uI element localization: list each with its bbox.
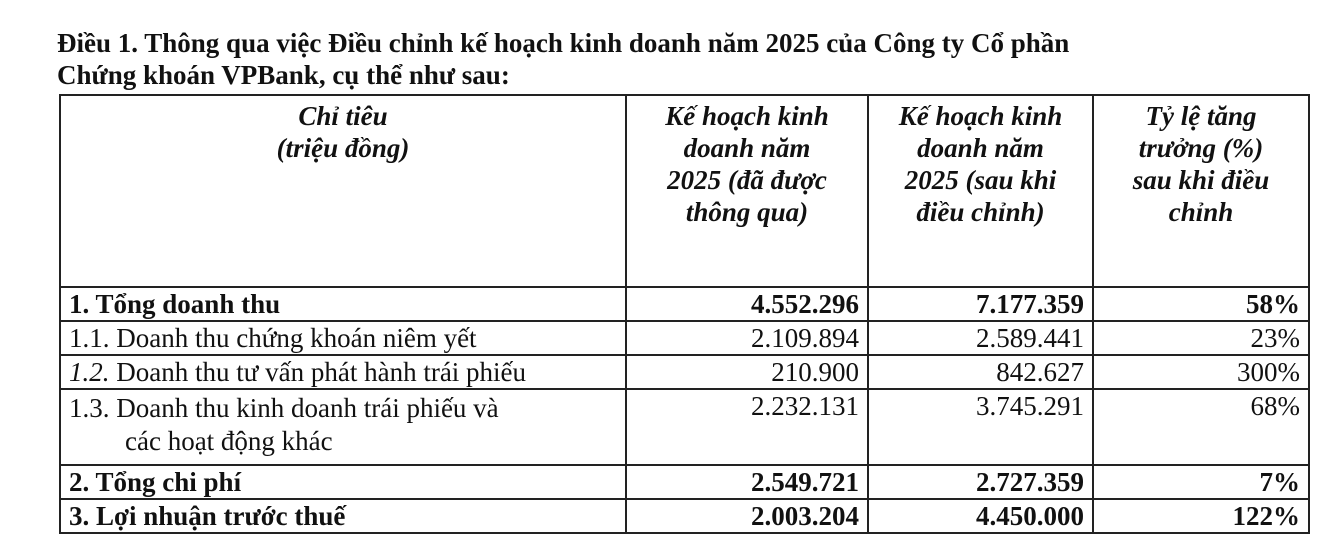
- row-label-line-1: 1.3. Doanh thu kinh doanh trái phiếu và: [69, 393, 499, 423]
- approved-value: 2.109.894: [626, 321, 868, 355]
- approved-value: 2.549.721: [626, 465, 868, 499]
- row-label: 3. Lợi nhuận trước thuế: [60, 499, 626, 533]
- table-row: [60, 321, 1309, 355]
- table-row: [60, 355, 1309, 389]
- table-row: [60, 465, 1309, 499]
- header-approved-plan: Kế hoạch kinh doanh năm 2025 (đã được thông qua): [626, 95, 868, 287]
- approved-value: 2.232.131: [626, 389, 868, 465]
- row-text: Doanh thu tư vấn phát hành trái phiếu: [109, 357, 527, 387]
- growth-value: 7%: [1093, 465, 1309, 499]
- growth-value: 122%: [1093, 499, 1309, 533]
- header-growth-rate: Tỷ lệ tăng trưởng (%) sau khi điều chỉnh: [1093, 95, 1309, 287]
- growth-value: 23%: [1093, 321, 1309, 355]
- growth-value: 300%: [1093, 355, 1309, 389]
- heading-line-1: Điều 1. Thông qua việc Điều chỉnh kế hoạch kinh doanh năm 2025 của Công ty Cổ phần: [57, 28, 1070, 58]
- header-indicator: Chỉ tiêu (triệu đồng): [60, 95, 626, 287]
- row-label: [60, 355, 626, 389]
- adjusted-value: 3.745.291: [868, 389, 1093, 465]
- row-number: 1.2.: [69, 357, 110, 387]
- adjusted-value: 2.727.359: [868, 465, 1093, 499]
- approved-value: 2.003.204: [626, 499, 868, 533]
- growth-value: 68%: [1093, 389, 1309, 465]
- approved-value: 4.552.296: [626, 287, 868, 321]
- row-label: 1. Tổng doanh thu: [60, 287, 626, 321]
- row-label: 2. Tổng chi phí: [60, 465, 626, 499]
- adjusted-value: 4.450.000: [868, 499, 1093, 533]
- table-header-row: [60, 95, 1309, 287]
- article-heading: [57, 27, 1317, 91]
- heading-line-2: Chứng khoán VPBank, cụ thể như sau:: [57, 60, 510, 90]
- table-row: [60, 389, 1309, 465]
- row-label: 1.1. Doanh thu chứng khoán niêm yết: [60, 321, 626, 355]
- approved-value: 210.900: [626, 355, 868, 389]
- business-plan-table: [59, 94, 1310, 534]
- header-adjusted-plan: Kế hoạch kinh doanh năm 2025 (sau khi điều chỉnh): [868, 95, 1093, 287]
- adjusted-value: 7.177.359: [868, 287, 1093, 321]
- row-label-line-2: các hoạt động khác: [125, 426, 333, 456]
- adjusted-value: 2.589.441: [868, 321, 1093, 355]
- table-row: [60, 287, 1309, 321]
- adjusted-value: 842.627: [868, 355, 1093, 389]
- table-row: [60, 499, 1309, 533]
- row-label: [60, 389, 626, 465]
- growth-value: 58%: [1093, 287, 1309, 321]
